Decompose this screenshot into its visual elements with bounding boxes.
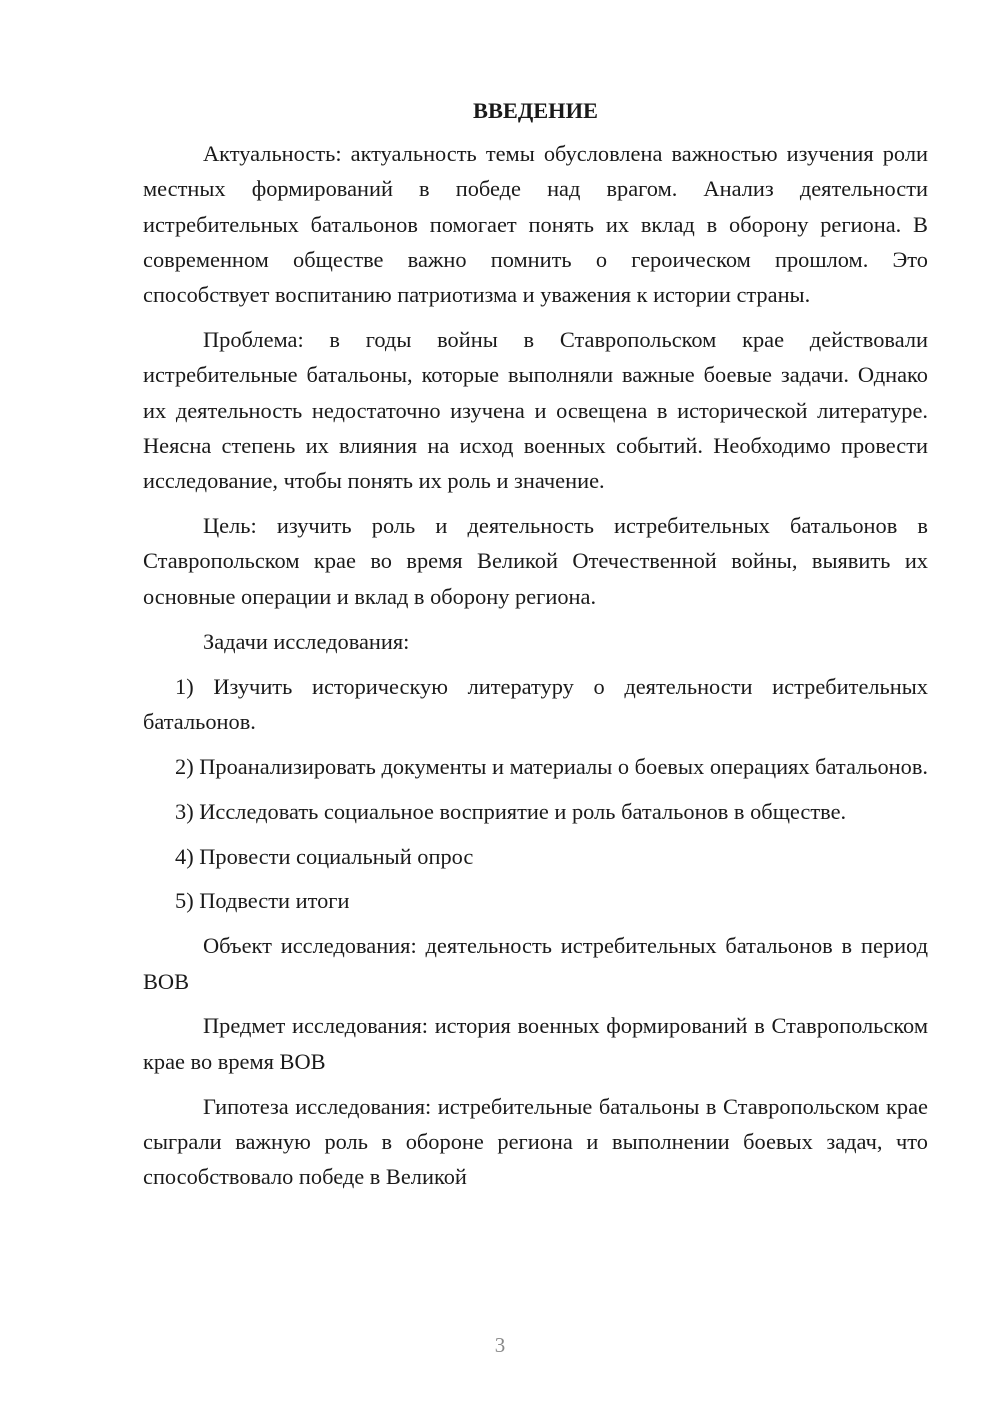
page-number: 3 (494, 1333, 506, 1357)
paragraph-subject: Предмет исследования: история военных формирований в Ставропольском крае во время ВОВ (143, 1013, 928, 1074)
paragraph-goal: Цель: изучить роль и деятельность истребительных батальонов в Ставропольском крае во время Великой Отечественной войны, выявить их основные операции и вклад в оборону региона. (143, 513, 928, 609)
paragraph-relevance: Актуальность: актуальность темы обусловлена важностью изучения роли местных формирований в победе над врагом. Анализ деятельности истребительных батальонов помогает понять их вклад в оборону региона. В современном обществе важно помнить о героическом прошлом. Это способствует воспитанию патриотизма и уважения к истории страны. (143, 141, 928, 308)
task-item-2: 2) Проанализировать документы и материалы о боевых операциях батальонов. (175, 753, 929, 779)
tasks-heading: Задачи исследования: (203, 628, 410, 654)
paragraph-problem: Проблема: в годы войны в Ставропольском крае действовали истребительные батальоны, которые выполняли важные боевые задачи. Однако их деятельность недостаточно изучена и освещена в исторической литературе. Неясна степень их влияния на исход военных событий. Необходимо провести исследование, чтобы понять их роль и значение. (143, 327, 928, 494)
task-item-4: 4) Провести социальный опрос (175, 843, 474, 869)
task-item-3: 3) Исследовать социальное восприятие и роль батальонов в обществе. (175, 798, 847, 824)
paragraph-object: Объект исследования: деятельность истребительных батальонов в период ВОВ (143, 933, 928, 994)
paragraph-hypothesis: Гипотеза исследования: истребительные батальоны в Ставропольском крае сыграли важную роль в обороне региона и выполнении боевых задач, что способствовало победе в Великой (143, 1093, 928, 1190)
section-title: ВВЕДЕНИЕ (473, 98, 598, 123)
document-page (143, 96, 928, 1204)
task-item-1: 1) Изучить историческую литературу о деятельности истребительных батальонов. (143, 673, 928, 734)
task-item-5: 5) Подвести итоги (175, 888, 350, 914)
